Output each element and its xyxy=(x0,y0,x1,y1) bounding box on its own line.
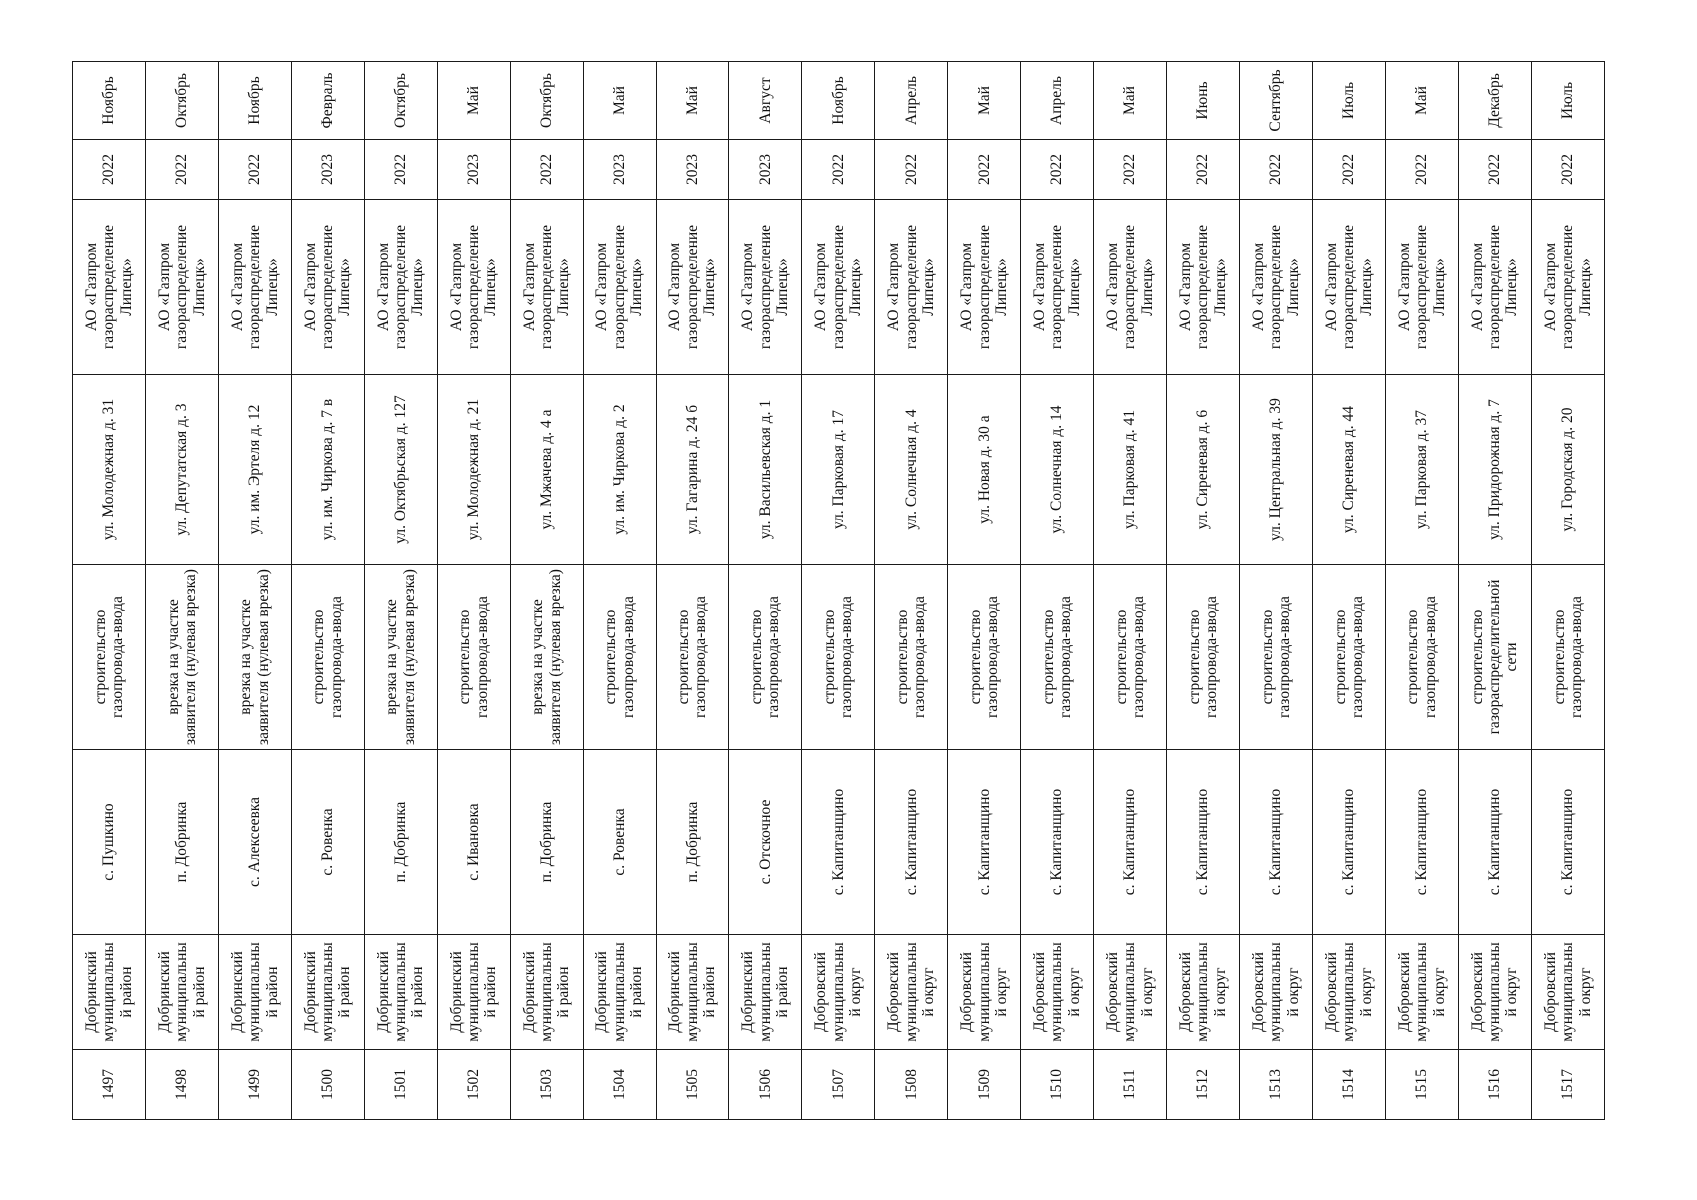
work-type-cell: строительство газопровода-ввода xyxy=(1167,565,1240,750)
locality-cell: с. Ровенка xyxy=(583,750,656,935)
work-type-cell: строительство газопровода-ввода xyxy=(1531,565,1604,750)
district-cell: Добринский муниципальный район xyxy=(73,935,146,1050)
month-cell: Октябрь xyxy=(145,62,218,140)
address-cell: ул. Парковая д. 17 xyxy=(802,375,875,565)
organization-cell: АО «Газпром газораспределение Липецк» xyxy=(437,200,510,375)
document-page xyxy=(72,62,1605,1120)
year-cell: 2022 xyxy=(364,140,437,200)
locality-cell: с. Алексеевка xyxy=(218,750,291,935)
work-type-cell: врезка на участке заявителя (нулевая врезка) xyxy=(510,565,583,750)
month-cell: Май xyxy=(583,62,656,140)
address-cell: ул. им. Чиркова д. 7 в xyxy=(291,375,364,565)
row-number-cell: 1509 xyxy=(948,1050,1021,1120)
month-cell: Октябрь xyxy=(364,62,437,140)
work-type-cell: строительство газопровода-ввода xyxy=(802,565,875,750)
district-cell: Добровский муниципальный округ xyxy=(875,935,948,1050)
work-type-cell: строительство газопровода-ввода xyxy=(73,565,146,750)
address-cell: ул. Сиреневая д. 6 xyxy=(1167,375,1240,565)
month-cell: Июль xyxy=(1531,62,1604,140)
month-cell: Октябрь xyxy=(510,62,583,140)
address-cell: ул. им. Чиркова д. 2 xyxy=(583,375,656,565)
address-cell: ул. Парковая д. 41 xyxy=(1094,375,1167,565)
month-cell: Июнь xyxy=(1167,62,1240,140)
address-cell: ул. Депутатская д. 3 xyxy=(145,375,218,565)
locality-cell: с. Капитанщино xyxy=(802,750,875,935)
table-row xyxy=(218,62,291,1120)
row-number-cell: 1501 xyxy=(364,1050,437,1120)
month-cell: Июль xyxy=(1312,62,1385,140)
district-cell: Добринский муниципальный район xyxy=(145,935,218,1050)
month-cell: Ноябрь xyxy=(218,62,291,140)
organization-cell: АО «Газпром газораспределение Липецк» xyxy=(73,200,146,375)
table-row xyxy=(73,62,146,1120)
year-cell: 2023 xyxy=(437,140,510,200)
organization-cell: АО «Газпром газораспределение Липецк» xyxy=(729,200,802,375)
locality-cell: с. Капитанщино xyxy=(1167,750,1240,935)
organization-cell: АО «Газпром газораспределение Липецк» xyxy=(1312,200,1385,375)
address-cell: ул. Придорожная д. 7 xyxy=(1458,375,1531,565)
row-number-cell: 1510 xyxy=(1021,1050,1094,1120)
organization-cell: АО «Газпром газораспределение Липецк» xyxy=(656,200,729,375)
year-cell: 2022 xyxy=(1240,140,1313,200)
work-type-cell: строительство газопровода-ввода xyxy=(875,565,948,750)
month-cell: Ноябрь xyxy=(73,62,146,140)
year-cell: 2023 xyxy=(656,140,729,200)
district-cell: Добровский муниципальный округ xyxy=(1167,935,1240,1050)
month-cell: Ноябрь xyxy=(802,62,875,140)
month-cell: Февраль xyxy=(291,62,364,140)
address-cell: ул. Новая д. 30 а xyxy=(948,375,1021,565)
year-cell: 2022 xyxy=(510,140,583,200)
table-row xyxy=(1458,62,1531,1120)
work-type-cell: строительство газопровода-ввода xyxy=(1240,565,1313,750)
district-cell: Добровский муниципальный округ xyxy=(802,935,875,1050)
organization-cell: АО «Газпром газораспределение Липецк» xyxy=(364,200,437,375)
table-row xyxy=(364,62,437,1120)
district-cell: Добровский муниципальный округ xyxy=(1312,935,1385,1050)
month-cell: Август xyxy=(729,62,802,140)
locality-cell: с. Капитанщино xyxy=(1385,750,1458,935)
locality-cell: с. Капитанщино xyxy=(1312,750,1385,935)
district-cell: Добровский муниципальный округ xyxy=(1385,935,1458,1050)
gasification-register-table xyxy=(72,61,1605,1120)
year-cell: 2023 xyxy=(583,140,656,200)
month-cell: Апрель xyxy=(875,62,948,140)
locality-cell: с. Капитанщино xyxy=(875,750,948,935)
row-number-cell: 1498 xyxy=(145,1050,218,1120)
organization-cell: АО «Газпром газораспределение Липецк» xyxy=(1021,200,1094,375)
district-cell: Добринский муниципальный район xyxy=(291,935,364,1050)
locality-cell: с. Капитанщино xyxy=(948,750,1021,935)
address-cell: ул. Солнечная д. 4 xyxy=(875,375,948,565)
table-row xyxy=(1385,62,1458,1120)
row-number-cell: 1511 xyxy=(1094,1050,1167,1120)
row-number-cell: 1499 xyxy=(218,1050,291,1120)
row-number-cell: 1514 xyxy=(1312,1050,1385,1120)
address-cell: ул. Васильевская д. 1 xyxy=(729,375,802,565)
year-cell: 2022 xyxy=(1312,140,1385,200)
district-cell: Добринский муниципальный район xyxy=(364,935,437,1050)
year-cell: 2022 xyxy=(1458,140,1531,200)
organization-cell: АО «Газпром газораспределение Липецк» xyxy=(1240,200,1313,375)
organization-cell: АО «Газпром газораспределение Липецк» xyxy=(1094,200,1167,375)
year-cell: 2022 xyxy=(145,140,218,200)
district-cell: Добровский муниципальный округ xyxy=(1458,935,1531,1050)
work-type-cell: строительство газопровода-ввода xyxy=(583,565,656,750)
year-cell: 2023 xyxy=(729,140,802,200)
address-cell: ул. Гагарина д. 24 б xyxy=(656,375,729,565)
locality-cell: п. Добринка xyxy=(364,750,437,935)
month-cell: Май xyxy=(1094,62,1167,140)
district-cell: Добринский муниципальный район xyxy=(729,935,802,1050)
organization-cell: АО «Газпром газораспределение Липецк» xyxy=(583,200,656,375)
row-number-cell: 1500 xyxy=(291,1050,364,1120)
organization-cell: АО «Газпром газораспределение Липецк» xyxy=(1458,200,1531,375)
table-row xyxy=(1531,62,1604,1120)
month-cell: Сентябрь xyxy=(1240,62,1313,140)
row-number-cell: 1512 xyxy=(1167,1050,1240,1120)
year-cell: 2022 xyxy=(1021,140,1094,200)
address-cell: ул. Парковая д. 37 xyxy=(1385,375,1458,565)
work-type-cell: строительство газопровода-ввода xyxy=(948,565,1021,750)
locality-cell: п. Добринка xyxy=(145,750,218,935)
locality-cell: с. Ивановка xyxy=(437,750,510,935)
year-cell: 2022 xyxy=(1531,140,1604,200)
work-type-cell: строительство газопровода-ввода xyxy=(1312,565,1385,750)
district-cell: Добровский муниципальный округ xyxy=(1094,935,1167,1050)
row-number-cell: 1503 xyxy=(510,1050,583,1120)
locality-cell: с. Пушкино xyxy=(73,750,146,935)
year-cell: 2022 xyxy=(802,140,875,200)
locality-cell: с. Капитанщино xyxy=(1094,750,1167,935)
address-cell: ул. Молодежная д. 21 xyxy=(437,375,510,565)
table-row xyxy=(802,62,875,1120)
year-cell: 2022 xyxy=(1094,140,1167,200)
month-cell: Май xyxy=(1385,62,1458,140)
year-cell: 2022 xyxy=(1167,140,1240,200)
year-cell: 2022 xyxy=(875,140,948,200)
month-cell: Май xyxy=(656,62,729,140)
address-cell: ул. Мжачева д. 4 а xyxy=(510,375,583,565)
work-type-cell: врезка на участке заявителя (нулевая врезка) xyxy=(218,565,291,750)
table-row xyxy=(729,62,802,1120)
district-cell: Добринский муниципальный район xyxy=(437,935,510,1050)
district-cell: Добринский муниципальный район xyxy=(583,935,656,1050)
month-cell: Май xyxy=(437,62,510,140)
address-cell: ул. Солнечная д. 14 xyxy=(1021,375,1094,565)
organization-cell: АО «Газпром газораспределение Липецк» xyxy=(291,200,364,375)
district-cell: Добровский муниципальный округ xyxy=(948,935,1021,1050)
organization-cell: АО «Газпром газораспределение Липецк» xyxy=(510,200,583,375)
work-type-cell: строительство газопровода-ввода xyxy=(1094,565,1167,750)
table-row xyxy=(1094,62,1167,1120)
organization-cell: АО «Газпром газораспределение Липецк» xyxy=(802,200,875,375)
row-number-cell: 1508 xyxy=(875,1050,948,1120)
locality-cell: с. Капитанщино xyxy=(1021,750,1094,935)
row-number-cell: 1504 xyxy=(583,1050,656,1120)
work-type-cell: строительство газопровода-ввода xyxy=(1021,565,1094,750)
district-cell: Добринский муниципальный район xyxy=(218,935,291,1050)
table-row xyxy=(145,62,218,1120)
row-number-cell: 1497 xyxy=(73,1050,146,1120)
district-cell: Добринский муниципальный район xyxy=(510,935,583,1050)
organization-cell: АО «Газпром газораспределение Липецк» xyxy=(948,200,1021,375)
locality-cell: с. Отскочное xyxy=(729,750,802,935)
district-cell: Добровский муниципальный округ xyxy=(1531,935,1604,1050)
district-cell: Добровский муниципальный округ xyxy=(1021,935,1094,1050)
organization-cell: АО «Газпром газораспределение Липецк» xyxy=(1385,200,1458,375)
row-number-cell: 1515 xyxy=(1385,1050,1458,1120)
work-type-cell: строительство газопровода-ввода xyxy=(1385,565,1458,750)
locality-cell: с. Ровенка xyxy=(291,750,364,935)
row-number-cell: 1513 xyxy=(1240,1050,1313,1120)
address-cell: ул. Молодежная д. 31 xyxy=(73,375,146,565)
organization-cell: АО «Газпром газораспределение Липецк» xyxy=(218,200,291,375)
address-cell: ул. Центральная д. 39 xyxy=(1240,375,1313,565)
table-row xyxy=(510,62,583,1120)
year-cell: 2022 xyxy=(948,140,1021,200)
table-row xyxy=(1167,62,1240,1120)
work-type-cell: строительство газопровода-ввода xyxy=(729,565,802,750)
month-cell: Май xyxy=(948,62,1021,140)
month-cell: Декабрь xyxy=(1458,62,1531,140)
locality-cell: с. Капитанщино xyxy=(1240,750,1313,935)
table-row xyxy=(583,62,656,1120)
rotated-page-content xyxy=(72,62,1605,1120)
table-row xyxy=(656,62,729,1120)
table-row xyxy=(948,62,1021,1120)
locality-cell: п. Добринка xyxy=(656,750,729,935)
row-number-cell: 1516 xyxy=(1458,1050,1531,1120)
work-type-cell: врезка на участке заявителя (нулевая врезка) xyxy=(364,565,437,750)
locality-cell: п. Добринка xyxy=(510,750,583,935)
address-cell: ул. Октябрьская д. 127 xyxy=(364,375,437,565)
work-type-cell: строительство газораспределительной сети xyxy=(1458,565,1531,750)
work-type-cell: врезка на участке заявителя (нулевая врезка) xyxy=(145,565,218,750)
organization-cell: АО «Газпром газораспределение Липецк» xyxy=(145,200,218,375)
table-row xyxy=(1312,62,1385,1120)
table-row xyxy=(1240,62,1313,1120)
year-cell: 2022 xyxy=(1385,140,1458,200)
organization-cell: АО «Газпром газораспределение Липецк» xyxy=(1167,200,1240,375)
month-cell: Апрель xyxy=(1021,62,1094,140)
work-type-cell: строительство газопровода-ввода xyxy=(437,565,510,750)
district-cell: Добровский муниципальный округ xyxy=(1240,935,1313,1050)
row-number-cell: 1517 xyxy=(1531,1050,1604,1120)
address-cell: ул. им. Эртеля д. 12 xyxy=(218,375,291,565)
work-type-cell: строительство газопровода-ввода xyxy=(291,565,364,750)
locality-cell: с. Капитанщино xyxy=(1458,750,1531,935)
year-cell: 2022 xyxy=(218,140,291,200)
table-body xyxy=(73,62,1605,1120)
address-cell: ул. Городская д. 20 xyxy=(1531,375,1604,565)
table-row xyxy=(291,62,364,1120)
table-row xyxy=(437,62,510,1120)
work-type-cell: строительство газопровода-ввода xyxy=(656,565,729,750)
row-number-cell: 1507 xyxy=(802,1050,875,1120)
year-cell: 2023 xyxy=(291,140,364,200)
year-cell: 2022 xyxy=(73,140,146,200)
table-row xyxy=(1021,62,1094,1120)
locality-cell: с. Капитанщино xyxy=(1531,750,1604,935)
row-number-cell: 1506 xyxy=(729,1050,802,1120)
organization-cell: АО «Газпром газораспределение Липецк» xyxy=(1531,200,1604,375)
organization-cell: АО «Газпром газораспределение Липецк» xyxy=(875,200,948,375)
address-cell: ул. Сиреневая д. 44 xyxy=(1312,375,1385,565)
row-number-cell: 1505 xyxy=(656,1050,729,1120)
district-cell: Добринский муниципальный район xyxy=(656,935,729,1050)
table-row xyxy=(875,62,948,1120)
row-number-cell: 1502 xyxy=(437,1050,510,1120)
